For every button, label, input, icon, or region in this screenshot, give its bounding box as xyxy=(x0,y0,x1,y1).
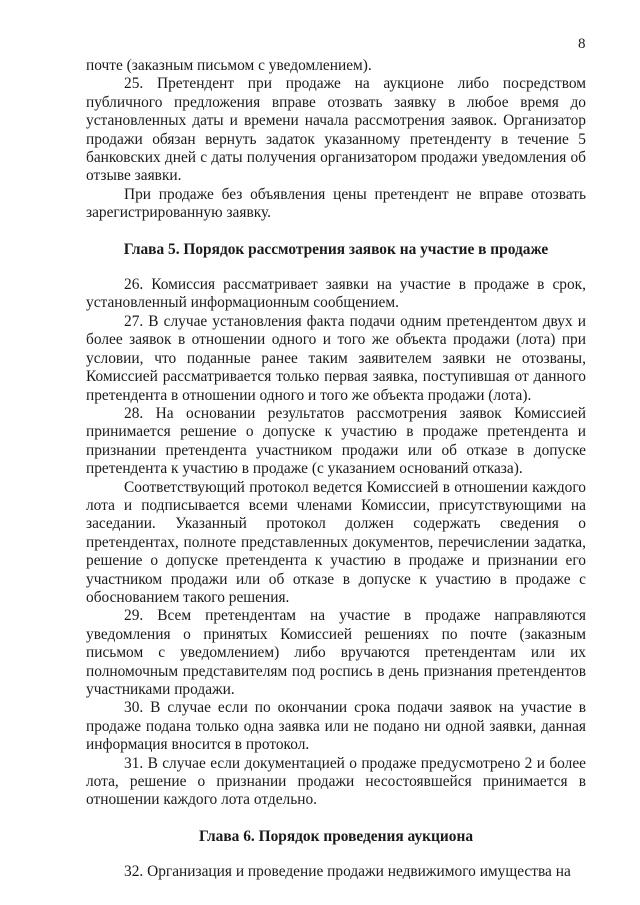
paragraph-25-note: При продаже без объявления цены претендент не вправе отозвать зарегистрированную заявку. xyxy=(86,185,586,222)
chapter-5-heading: Глава 5. Порядок рассмотрения заявок на участие в продаже xyxy=(123,240,549,258)
page-number: 8 xyxy=(578,36,586,52)
paragraph-28: 28. На основании результатов рассмотрения заявок Комиссией принимается решение о допуске к участию в продаже претендента и признании претендента участником продажи или об отказе в допуске претендента к участию в продаже (с указанием оснований отказа). xyxy=(86,404,586,478)
paragraph-30: 30. В случае если по окончании срока подачи заявок на участие в продаже подана только одна заявка или не подано ни одной заявки, данная информация вносится в протокол. xyxy=(86,699,586,754)
paragraph-29: 29. Всем претендентам на участие в продаже направляются уведомления о принятых Комиссией решениях по почте (заказным письмом с уведомлением) либо вручаются претендентам или их полномочным представителям под роспись в день признания претендентов участниками продажи. xyxy=(86,607,586,698)
paragraph-28-protocol: Соответствующий протокол ведется Комиссией в отношении каждого лота и подписывается всеми членами Комиссии, присутствующими на заседании. Указанный протокол должен содержать сведения о претендентах, полноте представленных документов, перечислении задатка, решение о допуске претендента к участию в продаже и признании его участником продажи или об отказе в допуске к участию в продаже с обоснованием такого решения. xyxy=(86,478,586,606)
paragraph-continuation: почте (заказным письмом с уведомлением). xyxy=(86,57,372,74)
paragraph-31: 31. В случае если документацией о продаже предусмотрено 2 и более лота, решение о признании продажи несостоявшейся принимается в отношении каждого лота отдельно. xyxy=(86,754,586,809)
paragraph-26: 26. Комиссия рассматривает заявки на участие в продаже в срок, установленный информационным сообщением. xyxy=(86,276,586,312)
paragraph-25: 25. Претендент при продаже на аукционе либо посредством публичного предложения вправе отозвать заявку в любое время до установленных даты и времени начала рассмотрения заявок. Организатор продажи обязан вернуть задаток указанному претенденту в течение 5 банковских дней с даты получения организатором продажи уведомления об отзыве заявки. xyxy=(86,75,586,185)
paragraph-32: 32. Организация и проведение продажи недвижимого имущества на xyxy=(124,863,571,881)
document-body xyxy=(86,57,586,882)
chapter-6-heading: Глава 6. Порядок проведения аукциона xyxy=(198,827,474,845)
paragraph-27: 27. В случае установления факта подачи одним претендентом двух и более заявок в отношении одного и того же объекта продажи (лота) при условии, что поданные ранее таким заявителем заявки не отозваны, Комиссией рассматривается только первая заявка, поступившая от данного претендента в отношении одного и того же объекта продажи (лота). xyxy=(86,312,586,404)
